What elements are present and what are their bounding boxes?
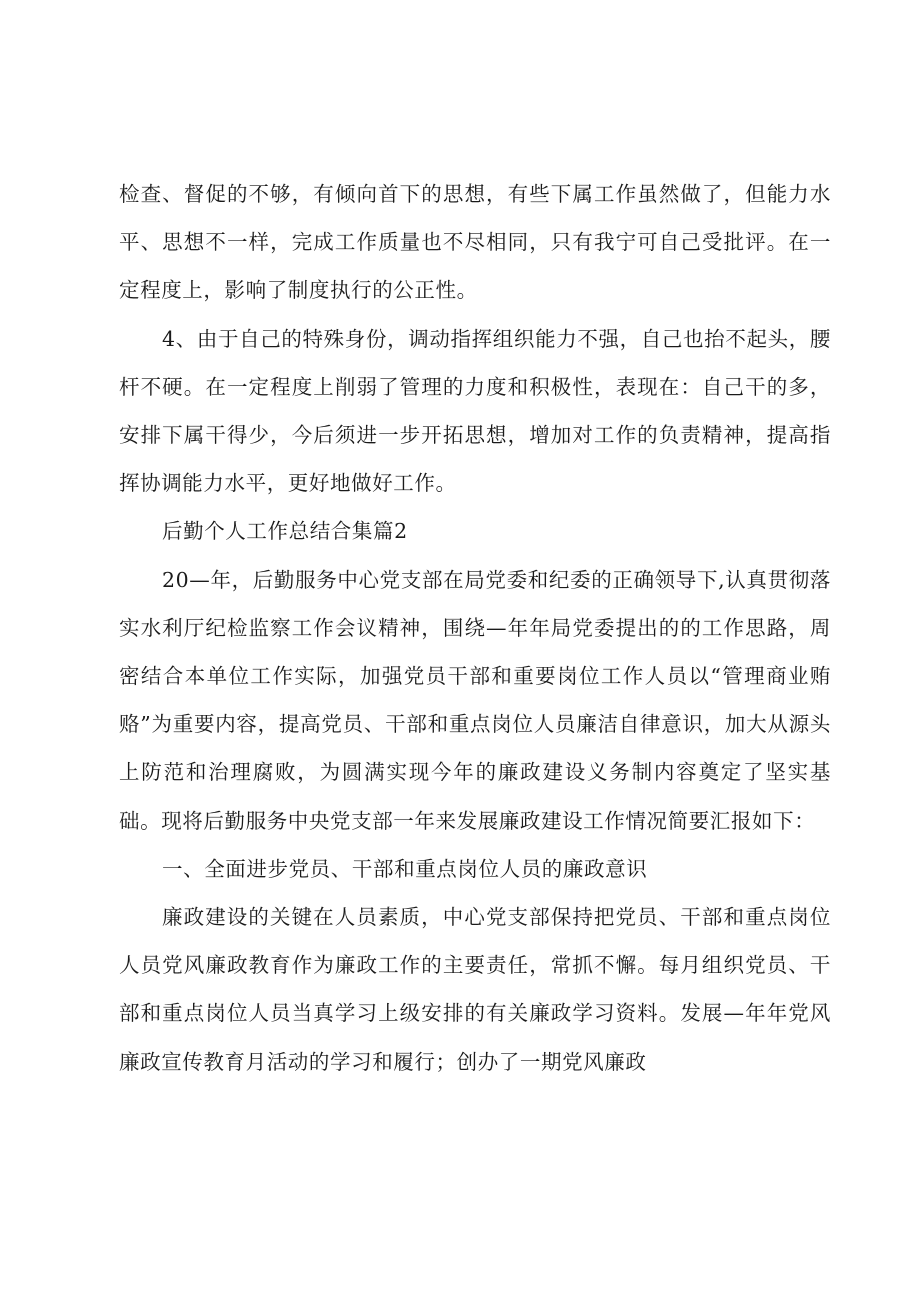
paragraph-item-4: 4、由于自己的特殊身份，调动指挥组织能力不强，自己也抬不起头，腰杆不硬。在一定程度上削弱了管理的力度和积极性，表现在：自己干的多，安排下属干得少，今后须进一步开拓思想，增加对工作的负责精神，提高指挥协调能力水平，更好地做好工作。 [119, 326, 831, 496]
section-heading: 后勤个人工作总结合集篇2 [162, 519, 408, 544]
paragraph-continuation: 检查、督促的不够，有倾向首下的思想，有些下属工作虽然做了，但能力水平、思想不一样，完成工作质量也不尽相同，只有我宁可自己受批评。在一定程度上，影响了制度执行的公正性。 [119, 182, 831, 303]
paragraph-intro: 20—年，后勤服务中心党支部在局党委和纪委的正确领导下,认真贯彻落实水利厅纪检监察工作会议精神，围绕—年年局党委提出的的工作思路，周密结合本单位工作实际，加强党员干部和重要岗位工作人员以“管理商业贿赂”为重要内容，提高党员、干部和重点岗位人员廉洁自律意识，加大从源头上防范和治理腐败，为圆满实现今年的廉政建设义务制内容奠定了坚实基础。现将后勤服务中央党支部一年来发展廉政建设工作情况简要汇报如下： [119, 567, 831, 833]
subheading-one: 一、全面进步党员、干部和重点岗位人员的廉政意识 [162, 856, 648, 881]
paragraph-education: 廉政建设的关键在人员素质，中心党支部保持把党员、干部和重点岗位人员党风廉政教育作为廉政工作的主要责任，常抓不懈。每月组织党员、干部和重点岗位人员当真学习上级安排的有关廉政学习资料。发展—年年党风廉政宣传教育月活动的学习和履行；创办了一期党风廉政 [119, 905, 831, 1074]
document-body [119, 170, 831, 1086]
